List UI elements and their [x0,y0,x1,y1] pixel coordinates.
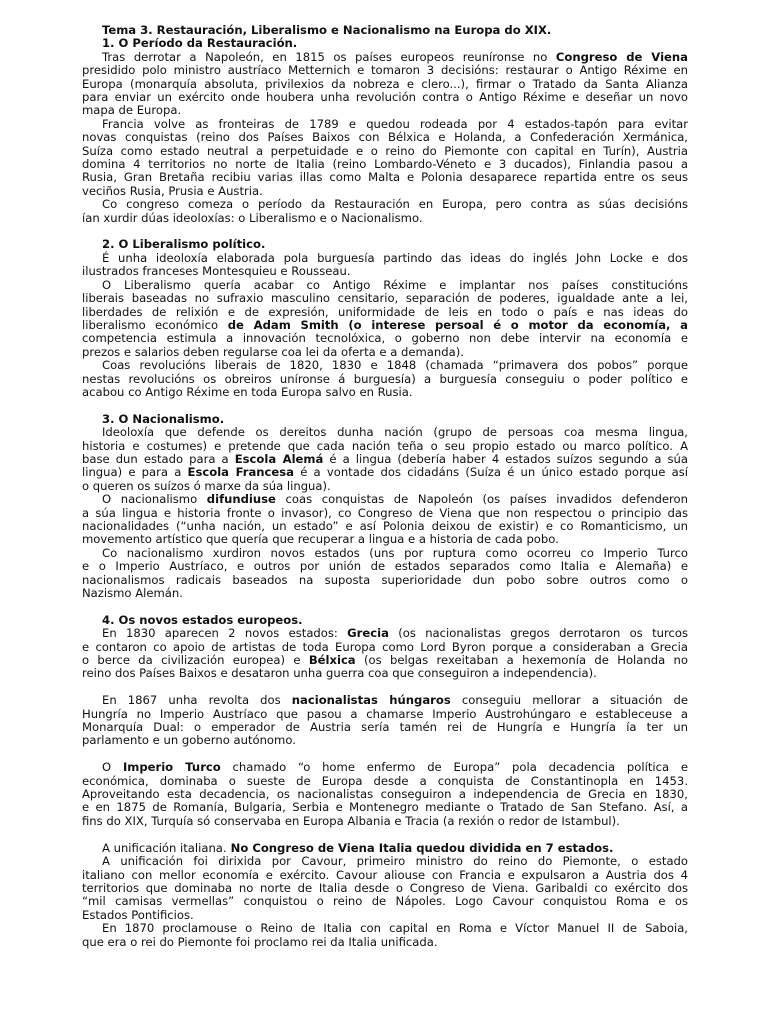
text-line: A unificación italiana. No Congreso de Viena Italia quedou dividida en 7 estados. [102,840,614,855]
text-line: O Imperio Turco chamado “o home enfermo de Europa” pola decadencia política e [102,760,688,775]
text-line: acabou co Antigo Réxime en toda Europa salvo en Rusia. [82,384,413,399]
paragraph [82,761,688,828]
text-line: Rusia, Gran Bretaña recibiu varias illas como Malta e Polonia desaparece repartida entre os seus [82,170,688,185]
spacer [82,828,688,841]
paragraph [82,198,688,225]
text-line: ían xurdir dúas ideoloxías: o Liberalismo e o Nacionalismo. [82,210,423,225]
text-line: reino dos Países Baixos e desataron unha guerra coa que conseguiron a independencia). [82,666,597,681]
text-line: competencia estimula a innovación tecnolóxica, o goberno non debe intervir na economía e [82,331,688,346]
bold-term: Bélxica [308,653,356,668]
text-line: Monarquía Dual: o emperador de Austria sería tamén rei de Hungría e Hungría ía ter un [82,720,688,735]
section-heading: 3. O Nacionalismo. [102,411,225,426]
spacer [82,600,688,613]
bold-term: nacionalistas húngaros [291,693,451,708]
text-line: Francia volve as fronteiras de 1789 e quedou rodeada por 4 estados-tapón para evitar [102,116,688,131]
paragraph [82,493,688,547]
text-line: Europa (monarquía absoluta, privilexios da nobreza e clero...), firmar o Tratado da Santa Alianza [82,76,688,91]
text-line: mapa de Europa. [82,103,182,118]
text-line: que era o rei do Piemonte foi proclamo rei da Italia unificada. [82,934,438,949]
text-line: domina 4 territorios no norte de Italia (reino Lombardo-Véneto e 3 ducados), Finlandia pasou a [82,157,688,172]
text-line: para enviar un exército onde houbera unha revolución contra o Antigo Réxime e deseñar un novo [82,90,688,105]
text-line: prezos e salarios deben regularse coa lei da oferta e a demanda). [82,344,464,359]
text-line: liberais baseadas no sufraxio masculino censitario, separación de poderes, igualdade ante a lei, [82,291,688,306]
section-heading: 2. O Liberalismo político. [102,237,266,252]
section-heading: 4. Os novos estados europeos. [102,612,303,627]
text-line: veciños Rusia, Prusia e Austria. [82,183,263,198]
paragraph [82,252,688,279]
text-line: En 1870 proclamouse o Reino de Italia con capital en Roma e Víctor Manuel II de Saboia, [102,921,688,936]
text-line: parlamento e un goberno autónomo. [82,733,296,748]
text-line: e o Imperio Austríaco, e outros por unión de estados separados como Italia e Alemaña) e [82,559,688,574]
text-line: Suíza como estado neutral a perpetuidade e o reino do Piemonte con capital en Turín), Austria [82,143,688,158]
text-line: En 1830 aparecen 2 novos estados: Grecia (os nacionalistas gregos derrotaron os turcos [102,626,688,641]
paragraph [82,627,688,681]
text-line: liberalismo económico de Adam Smith (o interese persoal é o motor da economía, a [82,317,688,332]
text-line: Coas revolucións liberais de 1820, 1830 e 1848 (chamada “primavera dos pobos” porque [102,358,688,373]
paragraph [82,842,688,855]
bold-term: Grecia [347,626,389,641]
text-line: O Liberalismo quería acabar co Antigo Réxime e implantar nos países constitucións [102,277,688,292]
text-line: Ideoloxía que defende os dereitos dunha nación (grupo de persoas coa mesma lingua, [102,425,688,440]
document-title: Tema 3. Restauración, Liberalismo e Nacionalismo na Europa do XIX. [102,23,552,37]
bold-term: No Congreso de Viena Italia quedou dividida en 7 estados. [226,840,614,855]
paragraph [82,426,688,493]
text-line: económica, dominaba o sueste de Europa desde a conquista de Constantinopla en 1453. [82,773,688,788]
text-line: nacionalidades (“unha nación, un estado” e así Polonia deixou de existir) e co Romanticismo, un [82,519,688,533]
text-line: e en 1875 de Romanía, Bulgaria, Serbia e Montenegro mediante o Tratado de San Stefano. Así, a [82,800,688,815]
text-line: movemento artístico que quería que recuperar a lingua e a historia de cada pobo. [82,532,559,547]
text-line: presidido polo ministro austríaco Metternich e tomaron 3 decisións: restaurar o Antigo Réxime en [82,63,688,78]
paragraph [82,359,688,399]
text-line: lingua) e para a Escola Francesa é a vontade dos cidadáns (Suíza é un único estado porque así [82,465,688,480]
text-line: nacionalismos radicais baseados na suposta superioridade dun pobo sobre outros como o [82,572,688,587]
text-line: territorios que dominaba no norte de Italia desde o Congreso de Viena. Garibaldi co exército dos [82,880,688,895]
text-line: O nacionalismo difundiuse coas conquistas de Napoleón (os países invadidos defenderon [102,492,688,507]
text-line: Co congreso comeza o período da Restauración en Europa, pero contra as súas decisións [102,197,688,212]
paragraph [82,694,688,748]
text-line: É unha ideoloxía elaborada pola burguesía partindo das ideas do inglés John Locke e dos [102,250,688,265]
bold-term: Congreso de Viena [555,49,688,64]
text-line: e contaron co apoio de artistas de toda Europa como Lord Byron porque a consideraban a Grecia [82,639,688,654]
text-line: o queren os suízos ó marxe da súa lingua). [82,478,331,493]
text-line: a súa lingua e historia fronte o invasor), co Congreso de Viena que non respectou o principio das [82,505,688,520]
paragraph [82,922,688,949]
text-line: Aproveitando esta decadencia, os nacionalistas conseguiron a independencia de Grecia en 1830, [82,787,688,802]
document-page [82,24,688,949]
text-line: ilustrados franceses Montesquieu e Rousseau. [82,264,351,279]
text-line: Co nacionalismo xurdiron novos estados (uns por ruptura como ocorreu co Imperio Turco [102,545,688,560]
spacer [82,225,688,238]
text-line: base dun estado para a Escola Alemá é a lingua (debería haber 4 estados suízos segundo a súa [82,451,688,466]
text-line: nestas revolucións os obreiros uníronse á burguesía) a burguesía conseguiu o poder político e [82,371,688,386]
text-line: italiano con mellor economía e exército. Cavour aliouse con Francia e expulsaron a Austria dos 4 [82,867,688,882]
text-line: Estados Pontificios. [82,907,194,922]
text-line: A unificación foi dirixida por Cavour, primeiro ministro do reino do Piemonte, o estado [102,854,688,869]
text-line: novas conquistas (reino dos Países Baixos con Bélxica e Holanda, a Confederación Xermánica, [82,130,688,145]
paragraph [82,547,688,601]
paragraph [82,279,688,359]
section-heading: 1. O Período da Restauración. [102,36,298,51]
text-line: “mil camisas vermellas” conquistou o reino de Nápoles. Logo Cavour conquistou Roma e os [82,894,688,909]
text-line: Nazismo Alemán. [82,586,183,601]
bold-term: Escola Alemá [234,451,324,466]
bold-term: difundiuse [206,492,276,507]
text-line: Hungría no Imperio Austríaco que pasou a chamarse Imperio Austrohúngaro e estableceuse a [82,706,688,721]
bold-term: Imperio Turco [122,760,221,775]
bold-term: Escola Francesa [187,465,294,480]
spacer [82,681,688,694]
text-line: Tras derrotar a Napoleón, en 1815 os países europeos reuníronse no Congreso de Viena [102,49,688,64]
bold-term: de Adam Smith (o interese persoal é o motor da economía, a [218,317,688,332]
paragraph [82,118,688,198]
text-line: liberdades de relixión e de expresión, uniformidade de leis en todo o país e nas ideas do [82,304,688,319]
paragraph [82,51,688,118]
text-line: historia e costumes) e pretende que cada nación teña o seu propio estado ou marco político. A [82,438,688,453]
spacer [82,399,688,412]
text-line: En 1867 unha revolta dos nacionalistas húngaros conseguiu mellorar a situación de [102,693,688,708]
text-line: fins do XIX, Turquía só conservaba en Europa Albania e Tracia (a rexión o redor de Istambul). [82,813,620,828]
spacer [82,748,688,761]
paragraph [82,855,688,922]
text-line: o berce da civilización europea) e Bélxica (os belgas rexeitaban a hexemonía de Holanda no [82,653,688,668]
